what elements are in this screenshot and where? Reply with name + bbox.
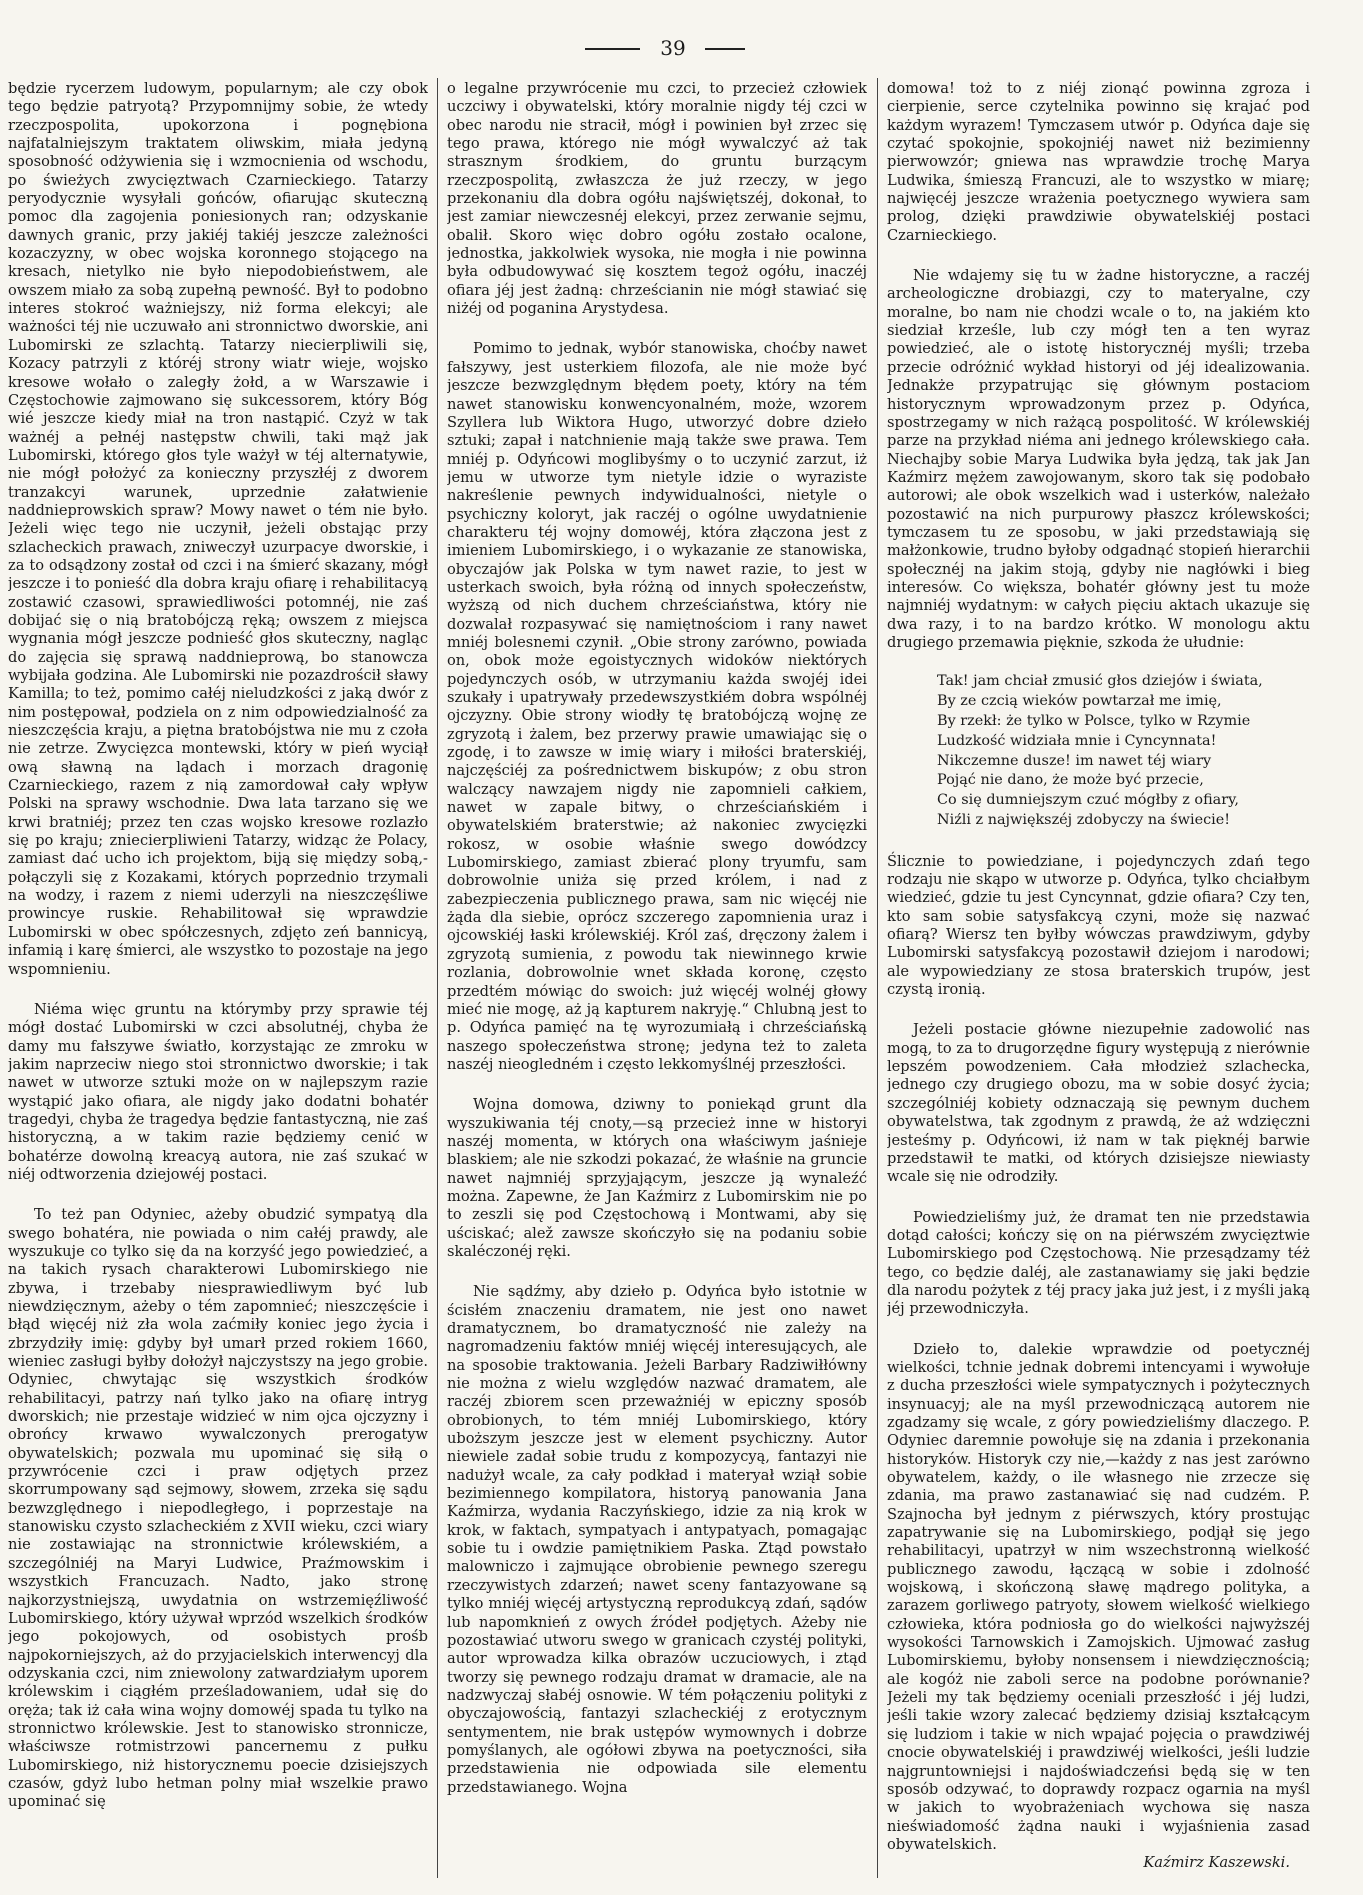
column-2 xyxy=(447,80,867,1880)
column-3 xyxy=(887,80,1310,1880)
poem-line: Tak! jam chciał zmusić głos dziejów i świata, xyxy=(937,673,1263,690)
paragraph: Nie sądźmy, aby dzieło p. Odyńca było istotnie w ścisłém znaczeniu dramatem, nie jest ono nawet dramatycznem, bo dramatyczność nie zależy na nagromadzeniu faktów mniéj więcéj interesujących, ale na sposobie traktowania. Jeżeli Barbary Radziwiłłówny nie można z wielu względów nazwać dramatem, ale raczéj zbiorem scen przeważniéj w epiczny sposób obrobionych, to tém mniéj Lubomirskiego, który uboższym jeszcze jest w element psychiczny. Autor niewiele zadał sobie trudu z kompozycyą, fantazyi nie nadużył wcale, za cały podkład i materyał wziął sobie bezimiennego kompilatora, historyą panowania Jana Kaźmirza, wydania Raczyńskiego, idzie za nią krok w krok, w faktach, sympatyach i antypatyach, pomagając sobie tu i owdzie pamiętnikiem Paska. Ztąd powstało malowniczo i zajmujące obrobienie pewnego szeregu rzeczywistych zdarzeń; nawet sceny fantazyowane są tylko mniéj więcéj artystyczną reprodukcyą zdań, sądów lub napomknień z owych źródeł podjętych. Ażeby nie pozostawiać utworu swego w granicach czystéj polityki, autor wprowadza kilka obrazów uczuciowych, i ztąd tworzy się pewnego rodzaju dramat w dramacie, ale na nadzwyczaj słabéj osnowie. W tém połączeniu polityki z obyczajowością, fantazyi szlacheckiéj z erotycznym sentymentem, nie brak ustępów wymownych i dobrze pomyślanych, ale ogółowi zbywa na poetyczności, siła przedstawienia nie odpowiada sile elementu przedstawianego. Wojna xyxy=(447,1283,867,1796)
paragraph: Nie wdajemy się tu w żadne historyczne, a raczéj archeologiczne drobiazgi, czy to materyalne, czy moralne, bo nam nie chodzi wcale o to, na jakiém kto siedział krześle, lub czy mógł ten a ten wyraz powiedzieć, ale o istotę historycznéj myśli; trzeba przecie odróżnić wykład historyi od jéj idealizowania. Jednakże przypatrując się głównym postaciom historycznym wprowadzonym przez p. Odyńca, spostrzegamy w nich rażącą pospolitość. W królewskiéj parze na przykład niéma ani jednego królewskiego cała. Niechajby sobie Marya Ludwika była jędzą, tak jak Jan Kaźmirz mężem zawojowanym, skoro tak się podobało autorowi; ale obok wszelkich wad i usterków, należało pozostawić na nich purpurowy płaszcz królewskości; tymczasem tu ze sposobu, w jaki przedstawiają się małżonkowie, trudno byłoby odgadnąć stopień hierarchii społecznéj na jakim stoją, gdyby nie nagłówki i bieg interesów. Co większa, bohatér główny jest tu może najmniéj wydatnym: w całych pięciu aktach ukazuje się dwa razy, i to na bardzo krótko. W monologu aktu drugiego przemawia pięknie, szkoda że ułudnie: xyxy=(887,267,1310,651)
poem-line: Nikczemne dusze! im nawet téj wiary xyxy=(937,752,1212,769)
column-1 xyxy=(8,80,428,1880)
paragraph: Jeżeli postacie główne niezupełnie zadowolić nas mogą, to za to drugorzędne figury występują z nierównie lepszém powodzeniem. Cała młodzież szlachecka, jednego czy drugiego obozu, ma w sobie dosyć życia; szczególniéj kobiety odznaczają się pewnym duchem obywatelstwa, tak zgodnym z prawdą, że aż wdzięczni jesteśmy p. Odyńcowi, iż nam w tak pięknéj barwie przedstawił te matki, od których dzisiejsze niewiasty wcale się nie odrodziły. xyxy=(887,1021,1310,1186)
paragraph: Niéma więc gruntu na którymby przy sprawie téj mógł dostać Lubomirski w czci absolutnéj, chyba że damy mu fałszywe światło, korzystając ze zmroku w jakim naprzeciw niego stoi stronnictwo dworskie; i tak nawet w utworze sztuki może on w najlepszym razie wystąpić jako ofiara, ale nigdy jako dodatni bohatér tragedyi, chyba że tragedya będzie fantastyczną, nie zaś historyczną, a w takim razie będziemy cenić w bohatérze dowolną kreacyą autora, nie zaś szukać w niéj odtworzenia dziejowéj postaci. xyxy=(8,1000,428,1183)
header-rule-right xyxy=(705,48,745,50)
paragraph: Ślicznie to powiedziane, i pojedynczych zdań tego rodzaju nie skąpo w utworze p. Odyńca, tylko chciałbym wiedzieć, gdzie tu jest Cyncynnat, gdzie ofiara? Czy ten, kto sam sobie satysfakcyą czyni, może się nazwać ofiarą? Wiersz ten byłby wówczas prawdziwym, gdyby Lubomirski satysfakcyą pozostawił dziejom i narodowi; ale wypowiedziany ze stosa braterskich trupów, jest czystą ironią. xyxy=(887,852,1310,999)
paragraph: Wojna domowa, dziwny to poniekąd grunt dla wyszukiwania téj cnoty,—są przecież inne w historyi naszéj momenta, w których ona właściwym jaśnieje blaskiem; ale nie szkodzi pokazać, że właśnie na gruncie nawet najmniéj sprzyjającym, jeszcze ją wynaleźć można. Zapewne, że Jan Kaźmirz z Lubomirskim nie po to zeszli się pod Częstochową i Montwami, aby się uściskać; alež zawsze skończyło się na podaniu sobie skaléczonéj ręki. xyxy=(447,1096,867,1260)
header-rule-left xyxy=(585,48,640,50)
poem-line: Pojąć nie dano, że może być przecie, xyxy=(937,772,1204,789)
paragraph: To też pan Odyniec, ażeby obudzić sympatyą dla swego bohatéra, nie powiada o nim całéj prawdy, ale wyszukuje co tylko się da na korzyść jego powiedzieć, a na takich rysach charakterowi Lubomirskiego nie zbywa, i trzebaby niesprawiedliwym być lub niewdzięcznym, ażeby o tém zapomnieć; nieszczęście i błąd więcéj niż zła wola zaćmiły koniec jego życia i zbrzydziły imię: gdyby był umarł przed rokiem 1660, wieniec zasługi byłby dołożył najczystszy na jego grobie. Odyniec, chwytając się wszystkich środków rehabilitacyi, patrzy nań tylko jako na ofiarę intryg dworskich; nie przestaje widzieć w nim ojca ojczyzny i obrońcy krwawo wywalczonych prerogatyw obywatelskich; pozwala mu upominać się siłą o przywrócenie czci i praw odjętych przez skorrumpowany sąd sejmowy, słowem, zrzeka się sądu bezwzględnego i niepodległego, i poprzestaje na stanowisku czysto szlacheckiém z XVII wieku, czci wiary nie zostawiając na stronnictwie królewskiém, a szczególniéj na Maryi Ludwice, Praźmowskim i wszystkich Francuzach. Nadto, jako stronę najkorzystniejszą, uwydatnia on wstrzemięźliwość Lubomirskiego, który używał wprzód wszelkich środków jego pokojowych, od osobistych prośb najpokorniejszych, aż do przyjacielskich interwencyj dla odzyskania czci, nim zniewolony zatwardziałym uporem królewskim i ciągłém prześladowaniem, udał się do oręża; tak iż cała wina wojny domowéj spada tu tylko na stronnictwo królewskie. Jest to stanowisko stronnicze, właściwsze rotmistrzowi pancernemu z pułku Lubomirskiego, niż historycznemu poecie dzisiejszych czasów, gdyż lubo hetman polny miał wszelkie prawo upominać się xyxy=(8,1206,428,1811)
paragraph: Dzieło to, dalekie wprawdzie od poetycznéj wielkości, tchnie jednak dobremi intencyami i wywołuje z ducha przeszłości wiele sympatycznych i pożytecznych insynuacyj; ale na myśl przewodniczącą autorem nie zgadzamy się wcale, z góry powiedzieliśmy dlaczego. P. Odyniec daremnie powołuje się na zdania i przekonania historyków. Historyk czy nie,—każdy z nas jest zarówno obywatelem, każdy, o ile własnego nie zrzecze się zdania, ma prawo zastanawiać się nad cudzém. P. Szajnocha był jednym z piérwszych, który prostując zapatrywanie się na Lubomirskiego, podjął się jego rehabilitacyi, upatrzył w nim wszechstronną wielkość publicznego zawodu, łączącą w sobie i zdolność wojskową, i skończoną sławę mądrego polityka, a zarazem gorliwego patryoty, słowem wielkość wielkiego człowieka, która podniosła go do wielkości najwyższéj wysokości Tarnowskich i Zamojskich. Ujmować zasług Lubomirskiemu, byłoby nonsensem i niewdzięcznością; ale kogóż nie zaboli serce na podobne porównanie? Jeżeli my tak będziemy oceniali przeszłość i jéj ludzi, jeśli takie wzory zalecać będziemy dzisiaj kształcącym się ludziom i takie w nich wpajać pojęcia o prawdziwéj cnocie obywatelskiéj i prawdziwéj wielkości, jeśli ludzie najgruntowniejsi i najdoświadczeńsi będą się w ten sposób odzywać, to doprawdy rozpacz ogarnia na myśl w jakich to wyobrażeniach wychowa się nasza nieświadomość żądna nauki i wyjaśnienia zasad obywatelskich. xyxy=(887,1340,1310,1853)
column-divider-1 xyxy=(437,78,438,1878)
paragraph: domowa! toż to z niéj zionąć powinna zgroza i cierpienie, serce czytelnika powinno się krajać pod każdym wyrazem! Tymczasem utwór p. Odyńca daje się czytać spokojnie, spokojniéj nawet niż bezimienny pierwowzór; gniewa nas wprawdzie trochę Marya Ludwika, śmieszą Francuzi, ale to wszystko w miarę; najwięcéj jeszcze wrażenia poetycznego wywiera sam prolog, dzięki prawdziwie obywatelskiéj postaci Czarnieckiego. xyxy=(887,80,1310,244)
poem-line: By rzekł: że tylko w Polsce, tylko w Rzymie xyxy=(937,712,1251,729)
paragraph: o legalne przywrócenie mu czci, to przecież człowiek uczciwy i obywatelski, który moralnie nigdy téj czci w obec narodu nie stracił, mógł i powinien był zrzec się tego prawa, którego nie mógł wywalczyć aż tak strasznym środkiem, do gruntu burzącym rzeczpospolitą, zwłaszcza że już rzeczy, w jego przekonaniu dla dobra ogółu najświętszéj, dokonał, to jest zamiar niewczesnéj elekcyi, przez zerwanie sejmu, obalił. Skoro więc dobro ogółu zostało ocalone, jednostka, jakkolwiek wysoka, nie mogła i nie powinna była odbudowywać się kosztem tegoż ogółu, inaczéj ofiara jéj jest żadną: chrześcianin nie mógł stawiać się niżéj od poganina Arystydesa. xyxy=(447,80,867,318)
poem-line: Ludzkość widziała mnie i Cyncynnata! xyxy=(937,732,1217,749)
page-number: 39 xyxy=(660,36,686,60)
paragraph: Powiedzieliśmy już, że dramat ten nie przedstawia dotąd całości; kończy się on na piérwszém zwycięztwie Lubomirskiego pod Częstochową. Nie przesądzamy téż tego, co będzie daléj, ale zastanawiamy się jaki będzie dla narodu pożytek z téj pracy jaka już jest, i z myśli jaką jéj przewodniczyła. xyxy=(887,1208,1310,1318)
poem-line: By ze czcią wieków powtarzał me imię, xyxy=(937,693,1222,710)
poem-line: Niźli z największéj zdobyczy na świecie! xyxy=(937,811,1231,828)
poem-quote xyxy=(937,672,1310,830)
author-signature: Kaźmirz Kaszewski. xyxy=(1143,1854,1290,1872)
column-divider-2 xyxy=(877,78,878,1878)
paragraph: będzie rycerzem ludowym, popularnym; ale czy obok tego będzie patryotą? Przypomnijmy sobie, że wtedy rzeczpospolita, upokorzona i pognębiona najfatalniejszym traktatem oliwskim, miała jedyną sposobność odżywienia się i wzmocnienia od wschodu, po świeżych zwycięztwach Czarnieckiego. Tatarzy peryodycznie wysyłali gońców, ofiarując skuteczną pomoc dla zagojenia poniesionych ran; odzyskanie dawnych granic, przy jakiéj takiéj jeszcze zależności kozaczyzny, w obec wojska koronnego stojącego na kresach, nietylko nie było niepodobieństwem, ale owszem miało za sobą zupełną pewność. Był to podobno interes stokroć ważniejszy, niż forma elekcyi; ale ważności téj nie uczuwało ani stronnictwo dworskie, ani Lubomirski ze szlachtą. Tatarzy niecierpliwili się, Kozacy patrzyli z któréj strony wiatr wieje, wojsko kresowe wołało o zaległy żołd, a w Warszawie i Częstochowie zajmowano się sukcessorem, który Bóg wié jeszcze kiedy miał na tron nastąpić. Czyż w tak ważnéj a pełnéj następstw chwili, taki mąż jak Lubomirski, którego głos tyle ważył w téj alternatywie, nie mógł położyć za konieczny przyszłéj z dworem tranzakcyi warunek, uprzednie załatwienie naddnieprowskich spraw? Mowy nawet o tém nie było. Jeżeli więc tego nie uczynił, jeżeli obstając przy szlacheckich prawach, zniweczył uzurpacye dworskie, i za to odsądzony został od czci i na śmierć skazany, mógł jeszcze i to ponieść dla dobra kraju ofiarę i rehabilitacyą zostawić czasowi, sprawiedliwości potomnéj, nie zaś dobijać się o nią bratobójczą ręką; owszem z miejsca wygnania mógł jeszcze podnieść głos skuteczny, nagląc do zajęcia się sprawą naddnieprową, bo stanowcza wybijała godzina. Ale Lubomirski nie pozazdrościł sławy Kamilla; to też, pomimo całéj nieludzkości z jaką dwór z nim postępował, podziela on z nim odpowiedzialność za nieszczęścia kraju, a piętna bratobójstwa nie mu z czoła nie zetrze. Zwycięzca montewski, który w pień wyciął ową sławną na lądach i morzach dragonię Czarnieckiego, razem z nią zamordował cały wpływ Polski na sprawy wschodnie. Dwa lata tarzano się we krwi bratniéj; przez ten czas wojsko kresowe rozlazło się po kraju; zniecierpliwieni Tatarzy, widząc że Polacy, zamiast dać ucho ich projektom, biją się między sobą,-połączyli się z Kozakami, których poprzednio trzymali na wodzy, i razem z niemi uderzyli na nieszczęśliwe prowincye ruskie. Rehabilitował się wprawdzie Lubomirski w obec spółczesnych, zdjęto zeń bannicyą, infamią i karę śmierci, ale wszystko to pozostaje na jego wspomnieniu. xyxy=(8,80,428,978)
poem-line: Co się dumniejszym czuć mógłby z ofiary, xyxy=(937,792,1239,809)
paragraph: Pomimo to jednak, wybór stanowiska, choćby nawet fałszywy, jest usterkiem filozofa, ale nie może być jeszcze bezwzględnym błędem poety, który na tém nawet stanowisku konwencyonalném, może, wzorem Szyllera lub Wiktora Hugo, utworzyć dobre dzieło sztuki; zapał i natchnienie mają także swe prawa. Tem mniéj p. Odyńcowi moglibyśmy o to uczynić zarzut, iż jemu w utworze tym nietyle idzie o wyraziste nakreślenie pewnych indywidualności, nietyle o psychiczny koloryt, jak raczéj o ogólne uwydatnienie charakteru téj wojny domowéj, która złączona jest z imieniem Lubomirskiego, i o wykazanie ze stanowiska, obyczajów jak Polska w tym nawet razie, to jest w usterkach swoich, była różną od innych społeczeństw, wyższą od nich duchem chrześciaństwa, który nie dozwalał rozpasywać się namiętnościom i rany nawet mniéj bolesnemi czynił. „Obie strony zarówno, powiada on, obok może egoistycznych widoków niektórych pojedynczych osób, w utrzymaniu każda swojéj idei szukały i upatrywały przedewszystkiém dobra wspólnéj ojczyzny. Obie strony wiodły tę bratobójczą wojnę ze zgryzotą i żalem, bez przerwy prawie umawiając się o zgodę, i to zawsze w imię wiary i miłości braterskiéj, najczęściéj za pośrednictwem biskupów; z obu stron walczący nawzajem nigdy nie zapomnieli całkiem, nawet w zapale bitwy, o chrześciańskiém i obywatelskiém braterstwie; aż nakoniec zwycięzki rokosz, w osobie właśnie swego dowódzcy Lubomirskiego, zamiast zbierać plony tryumfu, sam dobrowolnie uniża się przed królem, i nad z zabezpieczenia publicznego prawa, sam nic więcéj nie żąda dla siebie, oprócz szczerego zapomnienia uraz i ojcowskiéj łaski królewskiéj. Król zaś, dręczony żalem i zgryzotą sumienia, z powodu tak niewinnego krwie rozlania, dobrowolnie wnet składa koronę, często przedtém mówiąc do swoich: już więcéj wolnéj głowy mieć nie mogę, aż ją kapturem nakryję.“ Chlubną jest to p. Odyńca pamięć na tę wyrozumiałą i chrześciańską naszego społeczeństwa stronę; jedyna też to zaleta naszéj nieogledném i często lekkomyślnéj przeszłości. xyxy=(447,340,867,1073)
